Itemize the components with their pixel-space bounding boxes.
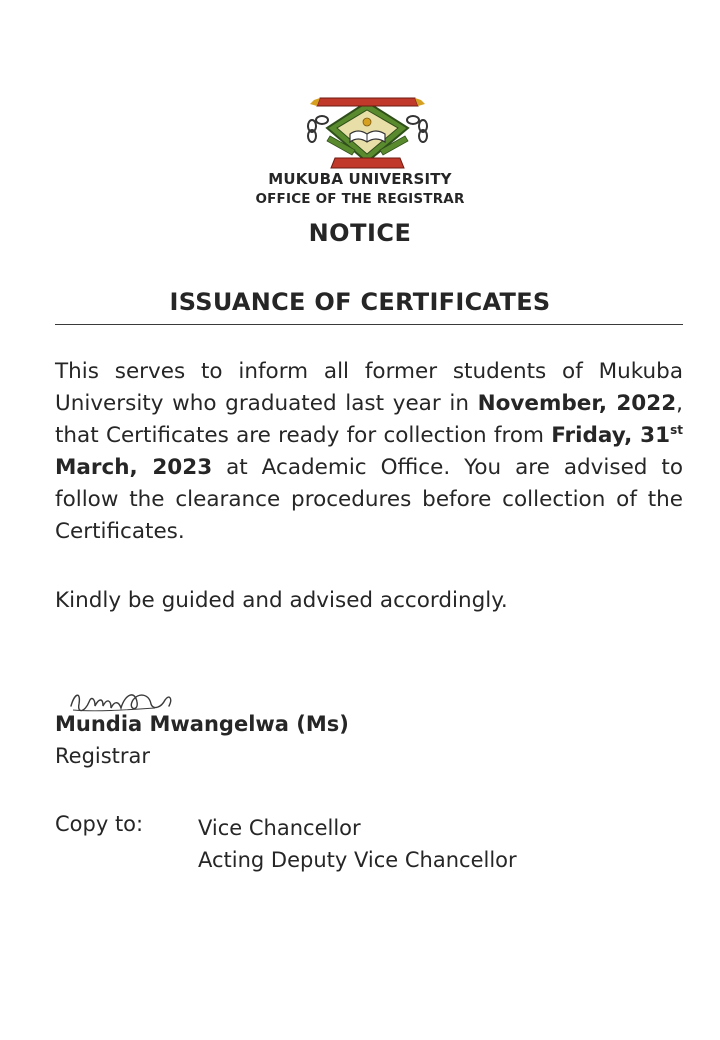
copy-recipient: Vice Chancellor: [198, 816, 361, 840]
collection-date: Friday, 31st March, 2023: [55, 422, 683, 480]
subject-heading: ISSUANCE OF CERTIFICATES: [169, 288, 551, 316]
copy-recipient: Acting Deputy Vice Chancellor: [198, 848, 517, 872]
crest-top-banner: [317, 98, 418, 106]
copy-recipients: [198, 812, 517, 876]
signatory-name: Mundia Mwangelwa (Ms): [55, 712, 349, 736]
subject-divider: [55, 324, 683, 325]
closing-line: Kindly be guided and advised accordingly.: [55, 588, 508, 613]
university-crest-icon: [300, 88, 435, 170]
body-text-3: at Academic Office. You are advised to follow the clearance procedures before collection of the Certificates.: [55, 455, 683, 544]
chain-right-icon: [407, 116, 427, 142]
signatory-title: Registrar: [55, 744, 151, 768]
notice-heading: NOTICE: [308, 219, 412, 247]
crest-bottom-banner: [331, 158, 404, 168]
university-name: MUKUBA UNIVERSITY: [268, 170, 452, 188]
notice-body: [55, 356, 683, 548]
body-text-1: This serves to inform all former students of Mukuba University who graduated last year in: [55, 359, 683, 416]
graduation-date: November, 2022: [477, 391, 677, 416]
office-name: OFFICE OF THE REGISTRAR: [255, 191, 465, 207]
body-text-2: , that Certificates are ready for collection from: [55, 391, 683, 448]
copy-to-label: Copy to:: [55, 812, 144, 836]
chain-left-icon: [308, 116, 328, 142]
